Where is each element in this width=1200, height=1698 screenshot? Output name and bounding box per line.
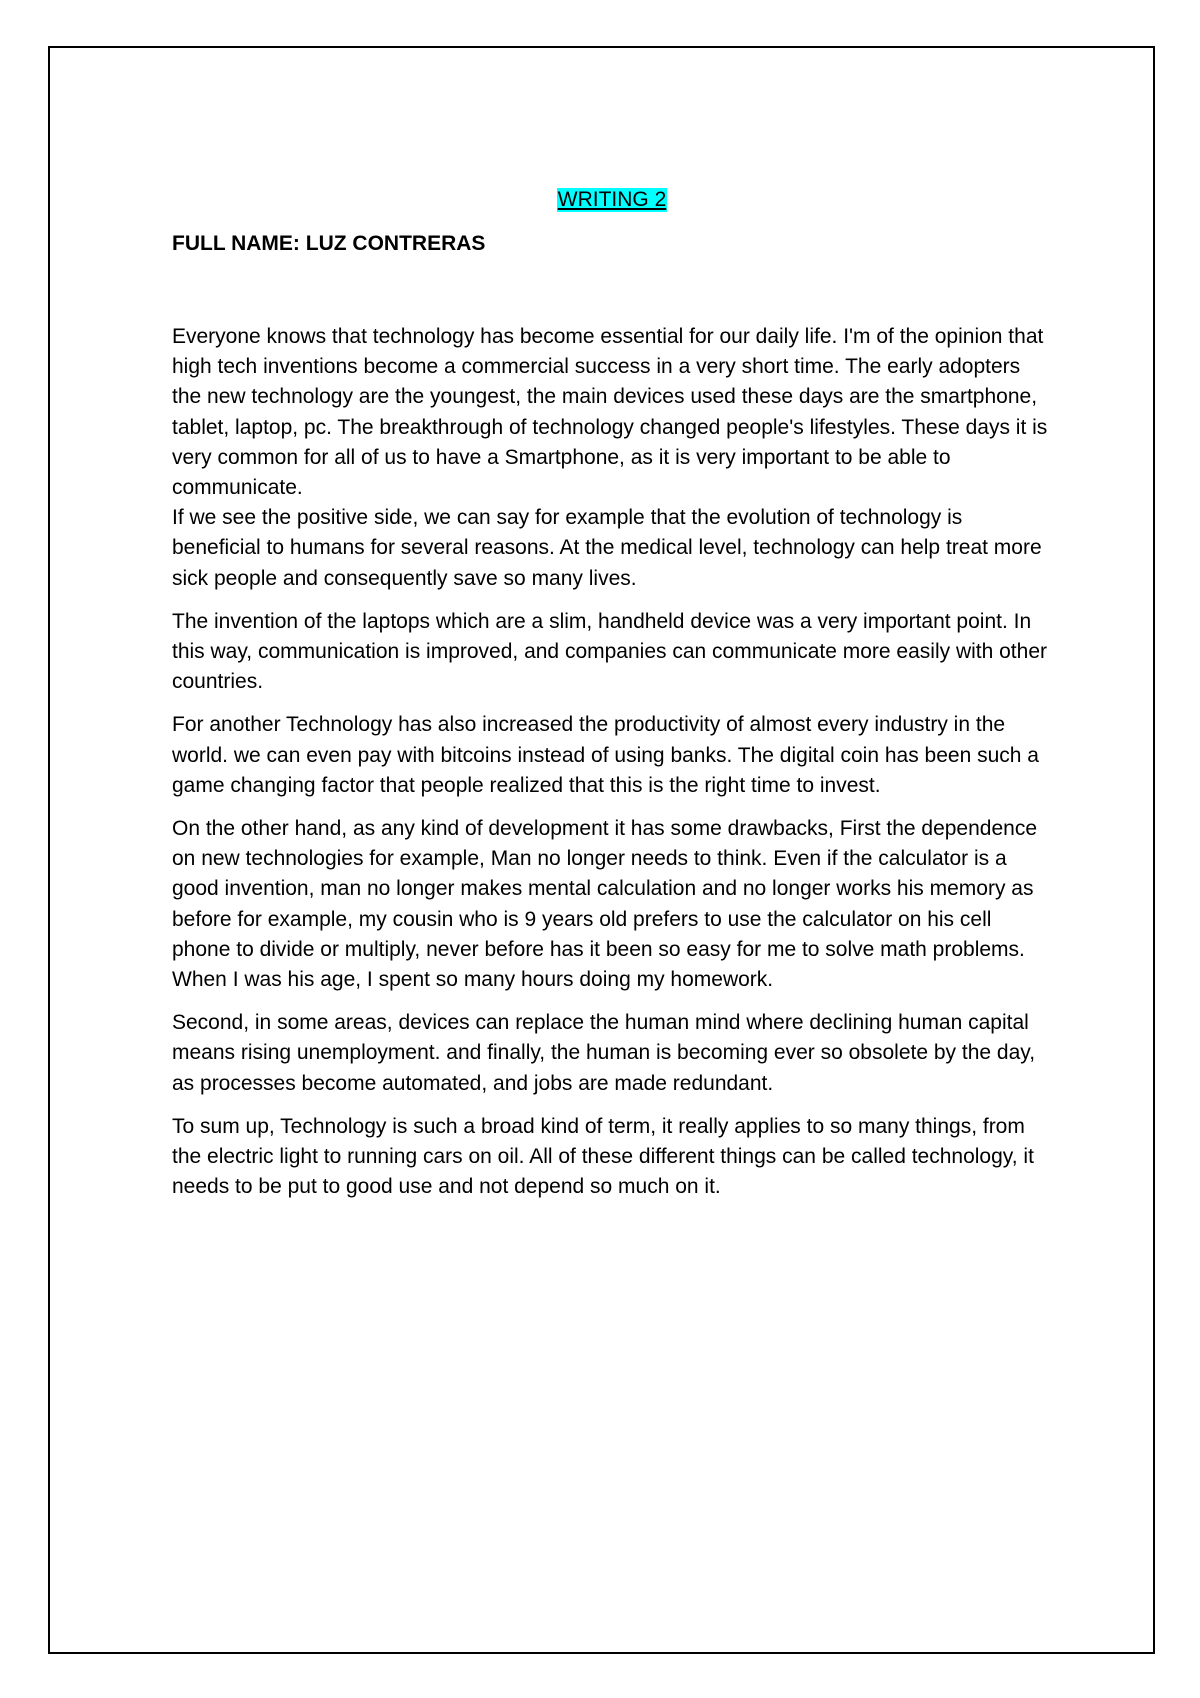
paragraph-productivity: For another Technology has also increased the productivity of almost every industry in the world. we can even pay with bitcoins instead of using banks. The digital coin has been such a game changing factor that people realized that this is the right time to invest. [172,713,1039,797]
paragraph-unemployment: Second, in some areas, devices can replace the human mind where declining human capital means rising unemployment. and finally, the human is becoming ever so obsolete by the day, as processes become automated, and jobs are made redundant. [172,1011,1036,1095]
paragraph-drawbacks: On the other hand, as any kind of development it has some drawbacks, First the dependence on new technologies for example, Man no longer needs to think. Even if the calculator is a good invention, man no longer makes mental calculation and no longer works his memory as before for example, my cousin who is 9 years old prefers to use the calculator on his cell phone to divide or multiply, never before has it been so easy for me to solve math problems. When I was his age, I spent so many hours doing my homework. [172,817,1038,992]
paragraph-conclusion: To sum up, Technology is such a broad kind of term, it really applies to so many things, from the electric light to running cars on oil. All of these different things can be called technology, it needs to be put to good use and not depend so much on it. [172,1114,1034,1199]
essay-body [172,322,1052,1202]
document-content [172,188,1052,1202]
document-title: WRITING 2 [557,188,667,211]
title-row [172,188,1052,218]
paragraph-positive-side: If we see the positive side, we can say for example that the evolution of technology is beneficial to humans for several reasons. At the medical level, technology can help treat more sick people and consequently save so many lives. [172,506,1042,590]
paragraph-intro: Everyone knows that technology has become essential for our daily life. I'm of the opinion that high tech inventions become a commercial success in a very short time. The early adopters the new technology are the youngest, the main devices used these days are the smartphone, tablet, laptop, pc. The breakthrough of technology changed people's lifestyles. These days it is very common for all of us to have a Smartphone, as it is very important to be able to communicate. [172,325,1048,500]
full-name-line: FULL NAME: LUZ CONTRERAS [172,232,486,255]
paragraph-laptops: The invention of the laptops which are a slim, handheld device was a very important point. In this way, communication is improved, and companies can communicate more easily with other countries. [172,609,1047,694]
